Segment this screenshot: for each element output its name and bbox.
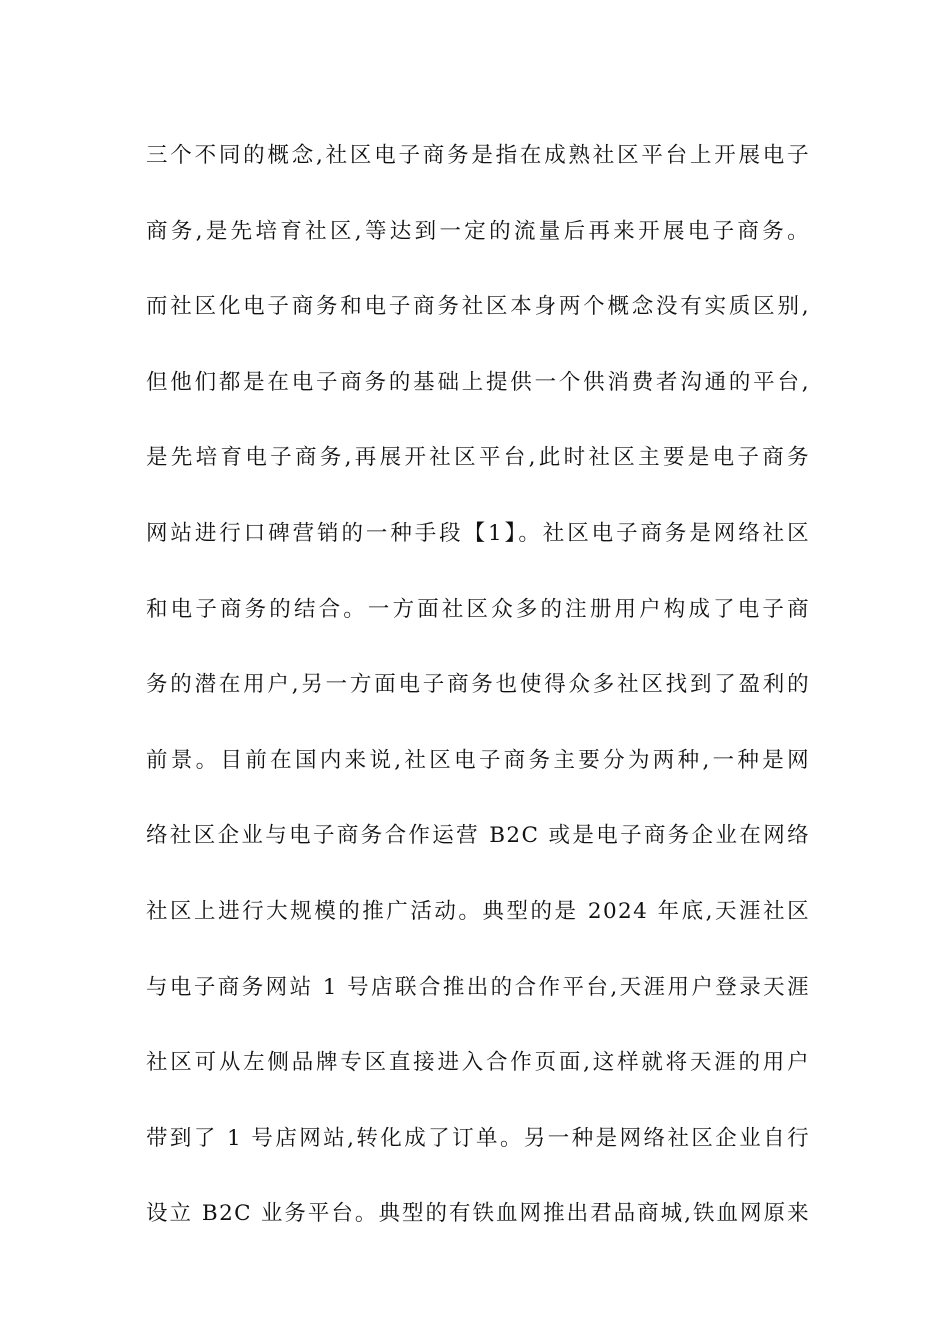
text-line-9: 前景。目前在国内来说,社区电子商务主要分为两种,一种是网 bbox=[146, 747, 810, 773]
text-line-10: 络社区企业与电子商务合作运营 B2C 或是电子商务企业在网络 bbox=[146, 823, 810, 849]
text-line-15: 设立 B2C 业务平台。典型的有铁血网推出君品商城,铁血网原来 bbox=[146, 1201, 810, 1227]
text-line-1: 三个不同的概念,社区电子商务是指在成熟社区平台上开展电子 bbox=[146, 143, 810, 168]
text-line-4: 但他们都是在电子商务的基础上提供一个供消费者沟通的平台, bbox=[146, 369, 810, 395]
text-line-3: 而社区化电子商务和电子商务社区本身两个概念没有实质区别, bbox=[146, 294, 810, 320]
body-text bbox=[146, 127, 810, 1242]
text-line-12: 与电子商务网站 1 号店联合推出的合作平台,天涯用户登录天涯 bbox=[146, 974, 810, 1000]
text-line-6: 网站进行口碑营销的一种手段【1】。社区电子商务是网络社区 bbox=[146, 520, 810, 546]
text-line-5: 是先培育电子商务,再展开社区平台,此时社区主要是电子商务 bbox=[146, 445, 810, 471]
text-line-7: 和电子商务的结合。一方面社区众多的注册用户构成了电子商 bbox=[146, 596, 810, 622]
text-line-14: 带到了 1 号店网站,转化成了订单。另一种是网络社区企业自行 bbox=[146, 1125, 810, 1151]
text-line-11: 社区上进行大规模的推广活动。典型的是 2024 年底,天涯社区 bbox=[146, 898, 810, 924]
text-line-8: 务的潜在用户,另一方面电子商务也使得众多社区找到了盈利的 bbox=[146, 672, 810, 698]
text-line-13: 社区可从左侧品牌专区直接进入合作页面,这样就将天涯的用户 bbox=[146, 1050, 810, 1076]
text-line-2: 商务,是先培育社区,等达到一定的流量后再来开展电子商务。 bbox=[146, 218, 810, 244]
